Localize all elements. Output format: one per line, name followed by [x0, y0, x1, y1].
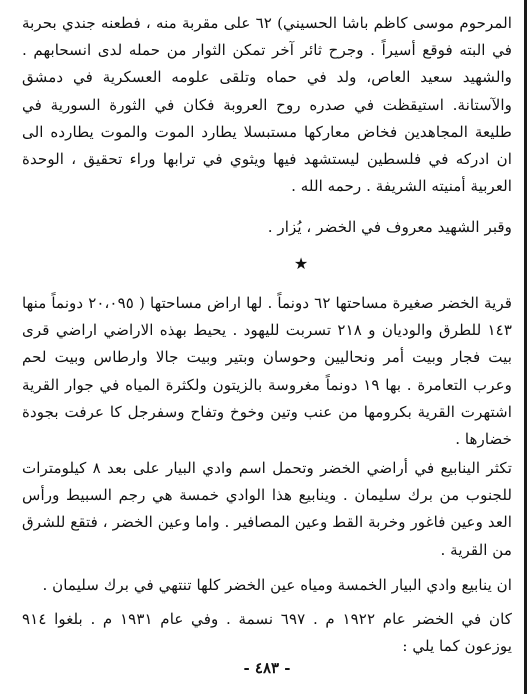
document-page — [22, 10, 512, 686]
paragraph-springs: تكثر الينابيع في أراضي الخضر وتحمل اسم وادي البيار على بعد ٨ كيلومترات للجنوب من برك سليمان . وينابيع هذا الوادي خمسة هي رجم السبيط ورأس العد وعين فاغور وخربة القط وعين المصافير . واما وعين الخضر ، فتقع للشرق من القرية . — [22, 459, 512, 559]
page-number: - ٤٨٣ - — [243, 659, 291, 677]
paragraph-springs-end: ان ينابيع وادي البيار الخمسة ومياه عين الخضر كلها تنتهي في برك سليمان . — [42, 576, 512, 594]
paragraph-shaheed-saeed-al-as: المرحوم موسى كاظم باشا الحسيني) ٦٢ على مقربة منه ، فطعنه جندي بحربة في البته فوقع أسيراً . وجرح ثائر آخر تمكن الثوار من حمله لدى انسحابهم . والشهيد سعيد العاص، ولد في حماه وتلقى علومه العسكرية في دمشق والآستانة. استيقظت في صدره روح العروبة فكان في الثورة السورية في طليعة المجاهدين فخاض معاركها مستبسلا يطارد الموت والموت يطارده الى ان ادركه في فلسطين ليستشهد فيها ويثوي في ترابها وراء تحقيق ، الوحدة العربية أمنيته الشريفة . رحمه الله . — [22, 14, 512, 196]
paragraph-population: كان في الخضر عام ١٩٢٢ م . ٦٩٧ نسمة . وفي عام ١٩٣١ م . بلغوا ٩١٤ يوزعون كما يلي : — [22, 610, 512, 656]
paragraph-grave-note: وقبر الشهيد معروف في الخضر ، يُزار . — [267, 218, 512, 236]
section-separator-star: ★ — [293, 254, 309, 273]
paragraph-village-description: قرية الخضر صغيرة مساحتها ٦٢ دونماً . لها اراض مساحتها ( ٢٠،٠٩٥ دونماً منها ١٤٣ للطرق والوديان و ٢١٨ تسربت لليهود . يحيط بهذه الاراضي اراضي قرى بيت فجار وبيت أمر ونحاليين وحوسان وبتير وبيت جالا وارطاس وبيت لحم وعرب التعامرة . بها ١٩ دونماً مغروسة بالزيتون ولكثرة المياه في جوار القرية اشتهرت القرية بكرومها من عنب وتين وخوخ وتفاح وسفرجل كا عرفت بجودة خضارها . — [22, 294, 513, 449]
